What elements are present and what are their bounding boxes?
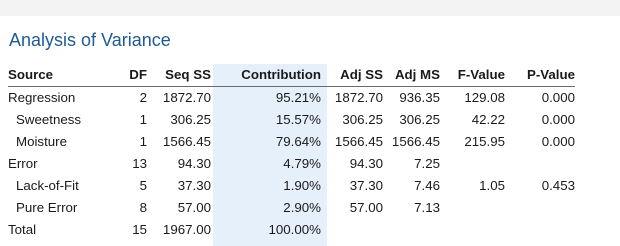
section-title: Analysis of Variance (9, 30, 171, 50)
cell-p-value (505, 219, 575, 241)
cell-seq-ss: 1967.00 (162, 222, 211, 237)
header-seq-ss: Seq SS (147, 64, 211, 87)
cell-f-value: 129.08 (464, 90, 505, 105)
cell-seq-ss: 306.25 (170, 112, 211, 127)
cell-seq-ss: 57.00 (177, 200, 211, 215)
header-adj-ms: Adj MS (383, 64, 440, 87)
cell-source: Regression (8, 90, 76, 105)
cell-df: 5 (139, 178, 147, 193)
cell-seq-ss: 94.30 (177, 156, 211, 171)
cell-adj-ss: 1872.70 (334, 90, 383, 105)
cell-df: 1 (139, 134, 147, 149)
cell-source: Sweetness (16, 112, 82, 127)
cell-contribution: 15.57% (275, 112, 321, 127)
cell-f-value (440, 197, 505, 219)
cell-adj-ss: 94.30 (349, 156, 383, 171)
table-row (8, 87, 575, 110)
cell-adj-ms: 7.25 (414, 156, 440, 171)
top-strip (0, 0, 620, 16)
cell-source: Lack-of-Fit (16, 178, 79, 193)
header-contribution: Contribution (211, 64, 321, 87)
cell-adj-ss: 306.25 (342, 112, 383, 127)
cell-contribution: 100.00% (268, 222, 321, 237)
table-row (8, 219, 575, 241)
cell-df: 8 (139, 200, 147, 215)
cell-source: Moisture (16, 134, 67, 149)
cell-adj-ms (383, 219, 440, 241)
table-row (8, 109, 575, 131)
header-p-value: P-Value (505, 64, 575, 87)
cell-f-value (440, 219, 505, 241)
header-df: DF (107, 64, 147, 87)
cell-seq-ss: 37.30 (177, 178, 211, 193)
cell-df: 2 (139, 90, 147, 105)
cell-adj-ms: 936.35 (399, 90, 440, 105)
cell-f-value: 1.05 (479, 178, 505, 193)
cell-source: Total (8, 222, 37, 237)
anova-table (8, 64, 575, 241)
cell-seq-ss: 1566.45 (162, 134, 211, 149)
cell-p-value: 0.000 (541, 90, 575, 105)
header-source: Source (8, 64, 107, 87)
cell-adj-ss: 57.00 (349, 200, 383, 215)
cell-p-value (505, 197, 575, 219)
cell-p-value: 0.000 (541, 112, 575, 127)
cell-f-value: 42.22 (471, 112, 505, 127)
header-f-value: F-Value (440, 64, 505, 87)
cell-contribution: 1.90% (283, 178, 321, 193)
table-row (8, 175, 575, 197)
cell-f-value: 215.95 (464, 134, 505, 149)
cell-df: 13 (132, 156, 147, 171)
cell-p-value: 0.453 (541, 178, 575, 193)
cell-contribution: 4.79% (283, 156, 321, 171)
cell-adj-ms: 7.13 (414, 200, 440, 215)
cell-adj-ms: 306.25 (399, 112, 440, 127)
header-row (8, 64, 575, 87)
cell-adj-ss (321, 219, 383, 241)
cell-df: 1 (139, 112, 147, 127)
cell-seq-ss: 1872.70 (162, 90, 211, 105)
cell-adj-ms: 1566.45 (391, 134, 440, 149)
cell-df: 15 (132, 222, 147, 237)
cell-source: Error (8, 156, 38, 171)
cell-adj-ss: 1566.45 (334, 134, 383, 149)
cell-f-value (440, 153, 505, 175)
header-adj-ss: Adj SS (321, 64, 383, 87)
cell-contribution: 95.21% (275, 90, 321, 105)
cell-adj-ms: 7.46 (414, 178, 440, 193)
table-row (8, 197, 575, 219)
cell-contribution: 79.64% (275, 134, 321, 149)
table-row (8, 153, 575, 175)
table-row (8, 131, 575, 153)
cell-p-value: 0.000 (541, 134, 575, 149)
cell-adj-ss: 37.30 (349, 178, 383, 193)
cell-contribution: 2.90% (283, 200, 321, 215)
cell-source: Pure Error (16, 200, 78, 215)
cell-p-value (505, 153, 575, 175)
